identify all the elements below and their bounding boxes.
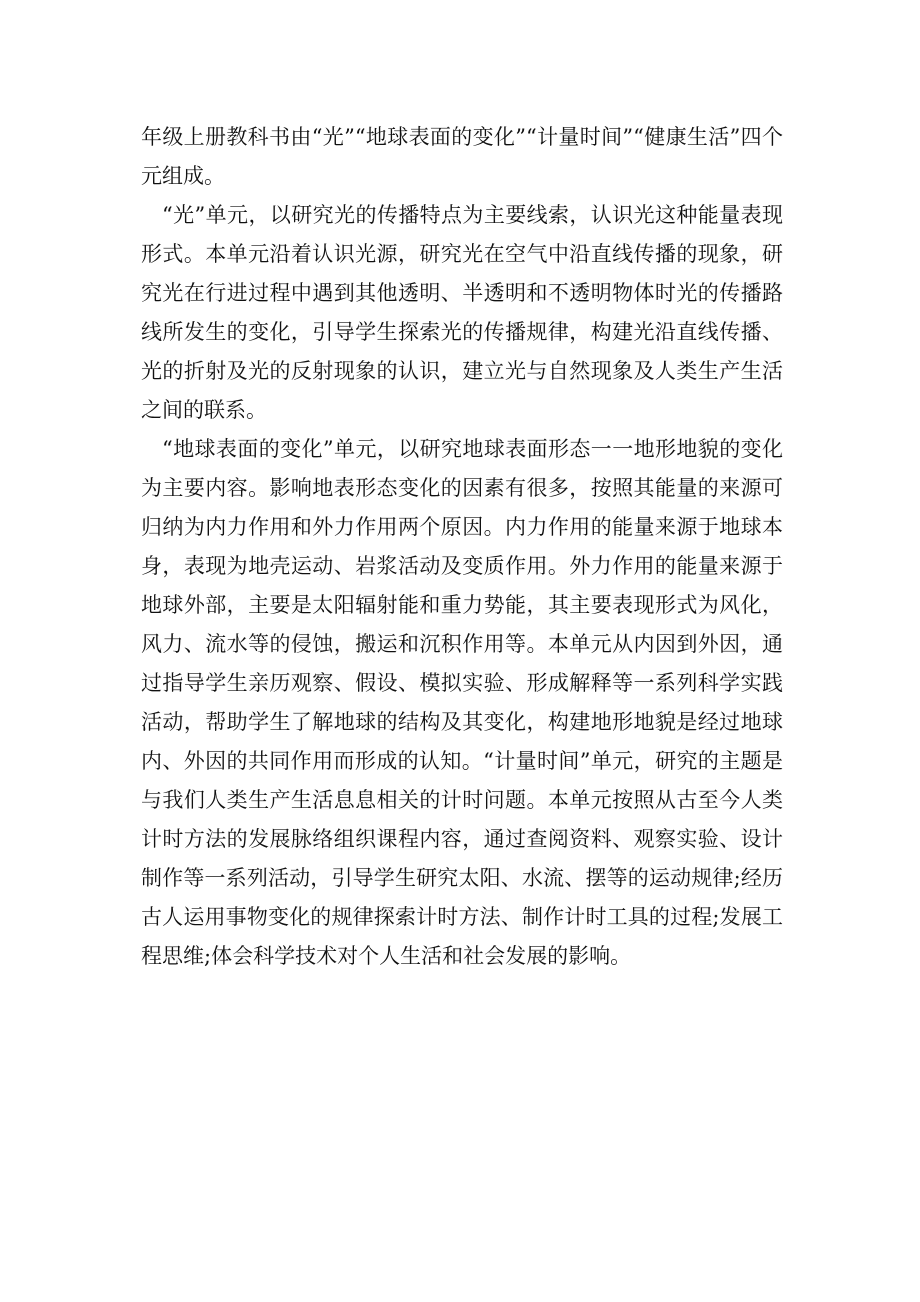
paragraph-light-unit: “光”单元，以研究光的传播特点为主要线索，认识光这种能量表现形式。本单元沿着认识光源，研究光在空气中沿直线传播的现象，研究光在行进过程中遇到其他透明、半透明和不透明物体时光的传播路线所发生的变化，引导学生探索光的传播规律，构建光沿直线传播、光的折射及光的反射现象的认识，建立光与自然现象及人类生产生活之间的联系。 — [141, 203, 783, 422]
document-body — [141, 118, 783, 976]
paragraph-grade-textbook-intro: 年级上册教科书由“光”“地球表面的变化”“计量时间”“健康生活”四个元组成。 — [141, 125, 783, 188]
paragraph-earth-surface-and-time-units: “地球表面的变化”单元，以研究地球表面形态一一地形地貌的变化为主要内容。影响地表形态变化的因素有很多，按照其能量的来源可归纳为内力作用和外力作用两个原因。内力作用的能量来源于地球本身，表现为地壳运动、岩浆活动及变质作用。外力作用的能量来源于地球外部，主要是太阳辐射能和重力势能，其主要表现形式为风化，风力、流水等的侵蚀，搬运和沉积作用等。本单元从内因到外因，通过指导学生亲历观察、假设、模拟实验、形成解释等一系列科学实践活动，帮助学生了解地球的结构及其变化，构建地形地貌是经过地球内、外因的共同作用而形成的认知。“计量时间”单元，研究的主题是与我们人类生产生活息息相关的计时问题。本单元按照从古至今人类计时方法的发展脉络组织课程内容，通过查阅资料、观察实验、设计制作等一系列活动，引导学生研究太阳、水流、摆等的运动规律;经历古人运用事物变化的规律探索计时方法、制作计时工具的过程;发展工程思维;体会科学技术对个人生活和社会发展的影响。 — [141, 437, 783, 968]
